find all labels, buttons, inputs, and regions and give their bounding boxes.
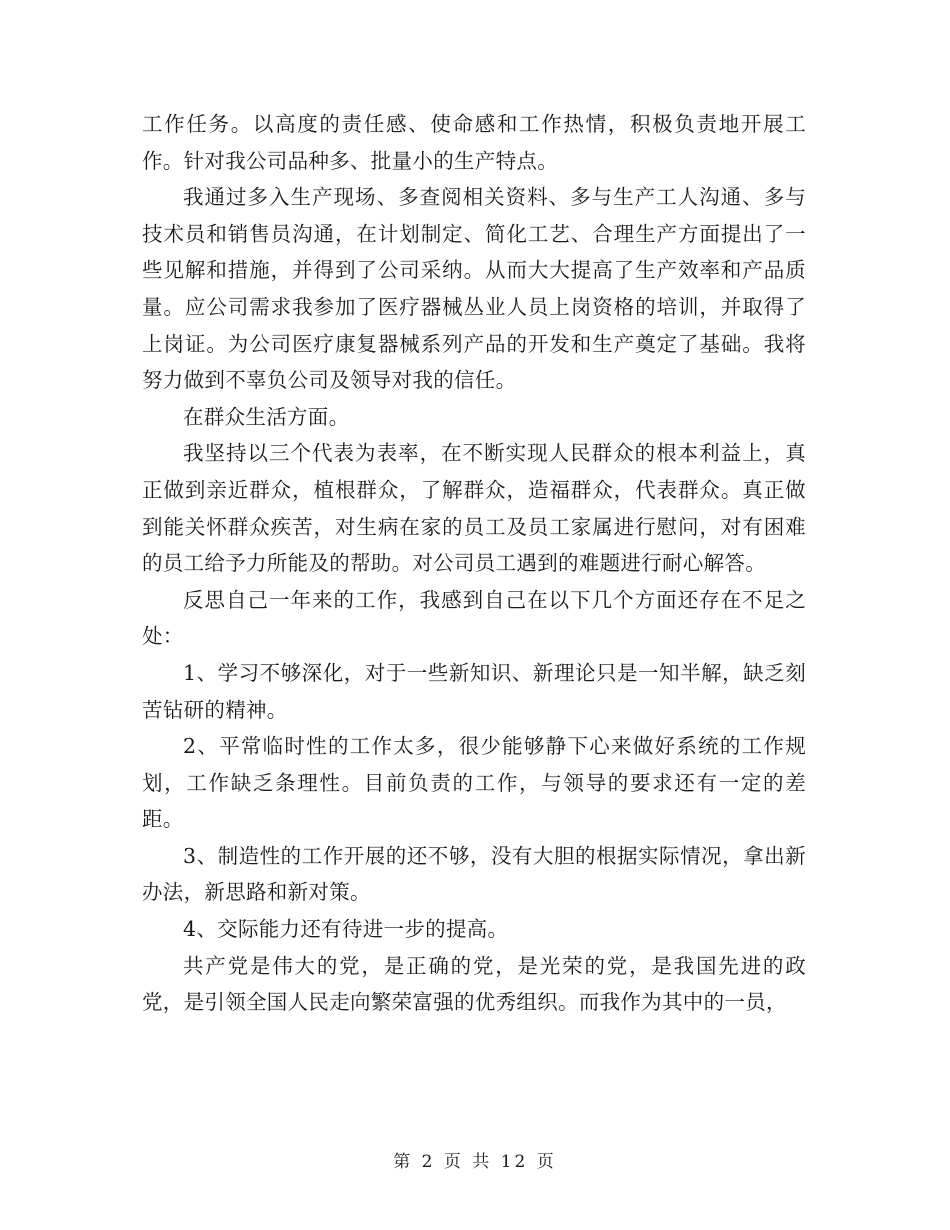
paragraph: 工作任务。以高度的责任感、使命感和工作热情，积极负责地开展工作。针对我公司品种多、批量小的生产特点。 xyxy=(142,112,806,173)
paragraph: 我通过多入生产现场、多查阅相关资料、多与生产工人沟通、多与技术员和销售员沟通，在计划制定、简化工艺、合理生产方面提出了一些见解和措施，并得到了公司采纳。从而大大提高了生产效率和产品质量。应公司需求我参加了医疗器械丛业人员上岗资格的培训，并取得了上岗证。为公司医疗康复器械系列产品的开发和生产奠定了基础。我将努力做到不辜负公司及领导对我的信任。 xyxy=(142,185,806,393)
paragraph: 共产党是伟大的党，是正确的党，是光荣的党，是我国先进的政党，是引领全国人民走向繁荣富强的优秀组织。而我作为其中的一员， xyxy=(142,953,806,1015)
page-number-footer: 第 2 页 共 12 页 xyxy=(393,1152,557,1172)
list-item-paragraph: 2、平常临时性的工作太多，很少能够静下心来做好系统的工作规划，工作缺乏条理性。目前负责的工作，与领导的要求还有一定的差距。 xyxy=(142,734,806,832)
paragraph: 在群众生活方面。 xyxy=(183,404,350,429)
list-item-paragraph: 3、制造性的工作开展的还不够，没有大胆的根据实际情况，拿出新办法，新思路和新对策。 xyxy=(142,843,806,905)
list-item-paragraph: 1、学习不够深化，对于一些新知识、新理论只是一知半解，缺乏刻苦钻研的精神。 xyxy=(142,660,806,722)
paragraph: 我坚持以三个代表为表率，在不断实现人民群众的根本利益上，真正做到亲近群众，植根群众，了解群众，造福群众，代表群众。真正做到能关怀群众疾苦，对生病在家的员工及员工家属进行慰问，对有困难的员工给予力所能及的帮助。对公司员工遇到的难题进行耐心解答。 xyxy=(142,441,806,576)
document-body xyxy=(142,106,806,1021)
paragraph: 反思自己一年来的工作，我感到自己在以下几个方面还存在不足之处： xyxy=(142,587,806,649)
list-item-paragraph: 4、交际能力还有待进一步的提高。 xyxy=(183,917,509,942)
